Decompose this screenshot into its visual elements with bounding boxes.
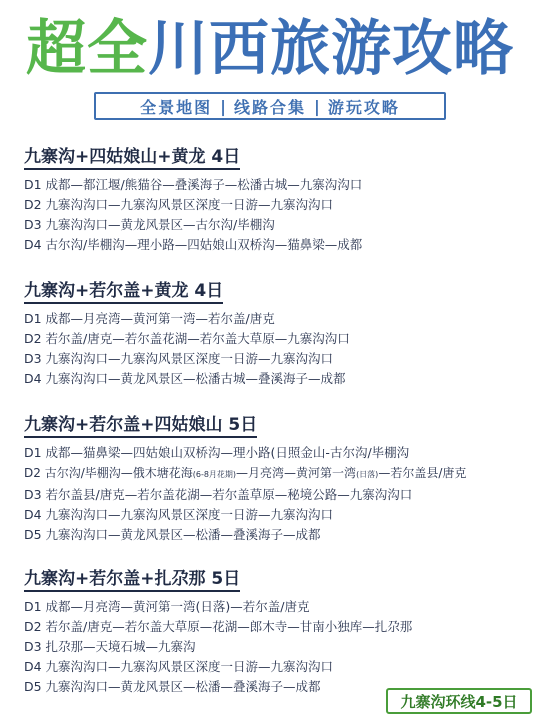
subtitle-item-routes: 线路合集 (233, 97, 306, 117)
title-part-green: 超全 (26, 14, 148, 84)
subtitle-banner (94, 92, 446, 120)
subtitle-item-guide: 游玩攻略 (327, 97, 400, 117)
route-day: D1 成都—猫鼻梁—四姑娘山双桥沟—理小路(日照金山-古尔沟/毕棚沟 (24, 445, 410, 460)
route-day: D4 九寨沟沟口—九寨沟风景区深度一日游—九寨沟沟口 (24, 659, 334, 674)
route-title: 九寨沟+若尔盖+黄龙 4日 (24, 276, 223, 304)
subtitle-item-map: 全景地图 (140, 97, 213, 117)
route-type-tag: 九寨沟环线4-5日 (386, 688, 532, 714)
route-day: D3 若尔盖县/唐克—若尔盖花湖—若尔盖草原—秘境公路—九寨沟沟口 (24, 487, 413, 502)
route-section-3 (24, 410, 524, 545)
route-day: D3 九寨沟沟口—九寨沟风景区深度一日游—九寨沟沟口 (24, 351, 334, 366)
route-day: D3 九寨沟沟口—黄龙风景区—古尔沟/毕棚沟 (24, 217, 275, 232)
subtitle-separator: | (220, 96, 226, 116)
day-text: D2 古尔沟/毕棚沟—俄木塘花海 (24, 466, 193, 480)
route-day: D5 九寨沟沟口—黄龙风景区—松潘—叠溪海子—成都 (24, 679, 321, 694)
route-day: D5 九寨沟沟口—黄龙风景区—松潘—叠溪海子—成都 (24, 527, 321, 542)
route-day: D1 成都—都江堰/熊猫谷—叠溪海子—松潘古城—九寨沟沟口 (24, 177, 363, 192)
route-day: D4 古尔沟/毕棚沟—理小路—四姑娘山双桥沟—猫鼻梁—成都 (24, 237, 363, 252)
route-day: D3 扎尕那—天境石城—九寨沟 (24, 639, 196, 654)
route-day: D2 若尔盖/唐克—若尔盖大草原—花湖—郎木寺—甘南小独库—扎尕那 (24, 619, 413, 634)
day-text: —月亮湾—黄河第一湾 (236, 466, 357, 480)
route-day: D2 若尔盖/唐克—若尔盖花湖—若尔盖大草原—九寨沟沟口 (24, 331, 350, 346)
route-day: D1 成都—月亮湾—黄河第一湾(日落)—若尔盖/唐克 (24, 599, 310, 614)
route-section-1 (24, 142, 524, 255)
subtitle-separator: | (314, 96, 320, 116)
page-title (0, 8, 540, 90)
title-part-blue: 川西旅游攻略 (148, 14, 514, 84)
route-day-with-notes (24, 463, 524, 485)
route-day: D2 九寨沟沟口—九寨沟风景区深度一日游—九寨沟沟口 (24, 197, 334, 212)
day-text: —若尔盖县/唐克 (378, 466, 467, 480)
route-day: D4 九寨沟沟口—黄龙风景区—松潘古城—叠溪海子—成都 (24, 371, 346, 386)
route-section-2 (24, 276, 524, 389)
route-title: 九寨沟+若尔盖+扎尕那 5日 (24, 564, 240, 592)
route-title: 九寨沟+四姑娘山+黄龙 4日 (24, 142, 240, 170)
route-title: 九寨沟+若尔盖+四姑娘山 5日 (24, 410, 257, 438)
route-day: D1 成都—月亮湾—黄河第一湾—若尔盖/唐克 (24, 311, 275, 326)
route-day: D4 九寨沟沟口—九寨沟风景区深度一日游—九寨沟沟口 (24, 507, 334, 522)
day-note: (6-8月花期) (192, 470, 237, 479)
day-note: (日落) (356, 470, 379, 479)
route-section-4 (24, 564, 524, 697)
